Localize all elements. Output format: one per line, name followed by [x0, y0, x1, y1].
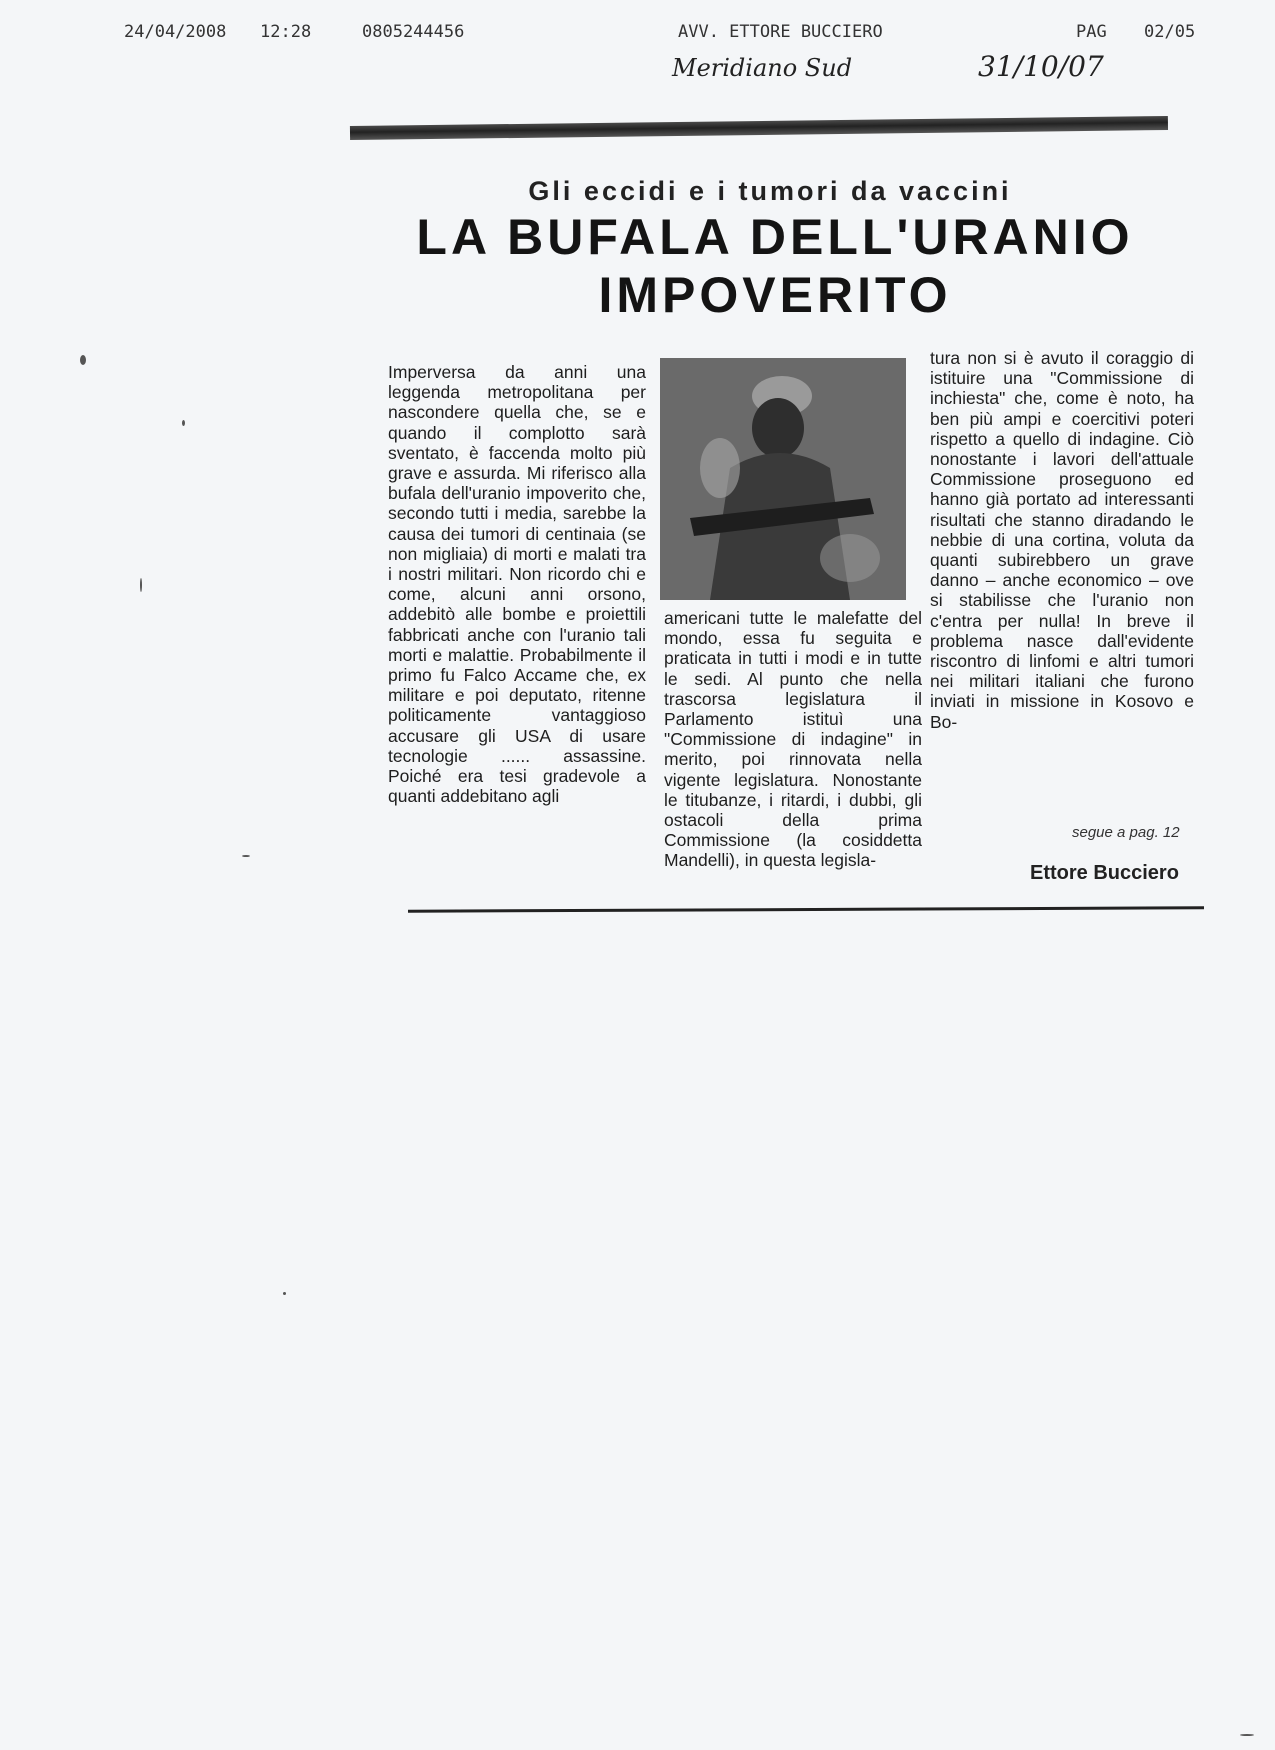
article-column-3: tura non si è avuto il coraggio di istituire una "Commissione di inchiesta" che, come è noto, ha ben più ampi e coercitivi poteri rispetto a quello di indagine. Ciò nonostante i lavori dell'attuale Commissione proseguono ed hanno già portato ad interessanti risultati che stanno diradando le nebbie di una cortina, voluta da quanti subirebbero un grave danno – anche economico – ove si stabilisse che l'uranio non c'entra per nulla! In breve il problema nasce dall'evidente riscontro di linfomi e altri tumori nei militari italiani che furono inviati in missione in Kosovo e Bo- [930, 348, 1194, 732]
article-headline [380, 208, 1170, 324]
headline-line-1: LA BUFALA DELL'URANIO [416, 209, 1134, 265]
article-column-2: americani tutte le malefatte del mondo, essa fu seguita e praticata in tutti i modi e in tutte le sedi. Al punto che nella trascorsa legislatura il Parlamento istituì una "Commissione di indagine" in merito, poi rinnovata nella vigente legislatura. Nonostante le titubanze, i ritardi, i dubbi, gli ostacoli della prima Commissione (la cosiddetta Mandelli), in questa legisla- [664, 608, 922, 871]
top-rule [350, 116, 1168, 140]
scan-speck [1240, 1734, 1254, 1736]
article-column-1: Imperversa da anni una leggenda metropolitana per nascondere quella che, se e quando il complotto sarà sventato, è faccenda molto più grave e assurda. Mi riferisco alla bufala dell'uranio impoverito che, secondo tutti i media, sarebbe la causa dei tumori di centinaia (se non migliaia) di morti e malati tra i nostri militari. Non ricordo chi e come, alcuni anni orsono, addebitò alle bombe e proiettili fabbricati anche con l'uranio tali morti e malattie. Probabilmente il primo fu Falco Accame che, ex militare e poi deputato, ritenne politicamente vantaggioso accusare gli USA di usare tecnologie ...... assassine. Poiché era tesi gradevole a quanti addebitano agli [388, 362, 646, 807]
scan-speck [283, 1292, 286, 1295]
fax-page-label: PAG [1076, 22, 1107, 42]
handwritten-source: Meridiano Sud [672, 54, 853, 82]
headline-line-2: IMPOVERITO [598, 267, 952, 323]
soldier-photo-icon [660, 358, 906, 600]
article-photo [660, 358, 906, 600]
fax-time: 12:28 [260, 22, 312, 42]
fax-page-number: 02/05 [1144, 22, 1196, 42]
fax-number: 0805244456 [362, 22, 465, 42]
fax-sender: AVV. ETTORE BUCCIERO [678, 22, 883, 42]
scan-speck [182, 420, 185, 426]
article-author: Ettore Bucciero [1030, 862, 1179, 884]
continued-note: segue a pag. 12 [1072, 824, 1180, 841]
scan-speck [242, 855, 250, 857]
scan-speck [80, 355, 86, 365]
handwritten-date: 31/10/07 [978, 50, 1104, 83]
article-kicker: Gli eccidi e i tumori da vaccini [528, 176, 1012, 206]
scan-speck [140, 578, 142, 592]
fax-header [0, 22, 1275, 46]
fax-date: 24/04/2008 [124, 22, 227, 42]
